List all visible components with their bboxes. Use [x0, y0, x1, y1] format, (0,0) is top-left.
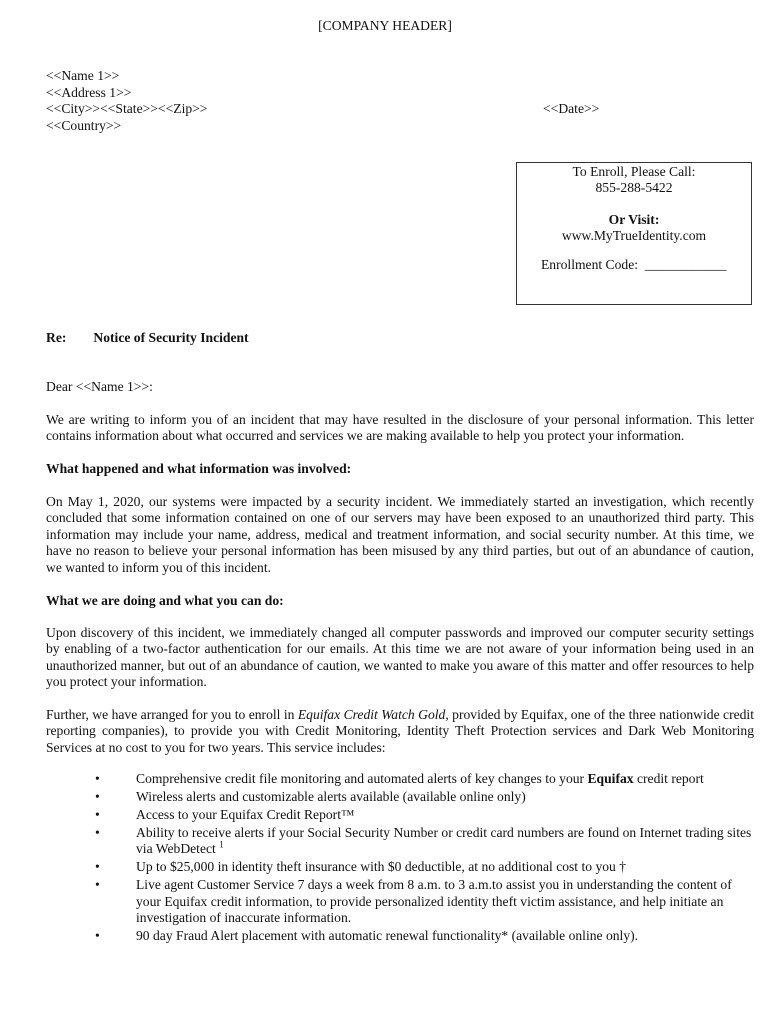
- recipient-name: <<Name 1>>: [46, 68, 120, 83]
- list-item: • Access to your Equifax Credit Report™: [95, 807, 355, 822]
- bullet-icon: •: [95, 807, 100, 822]
- recipient-address-block: [46, 68, 207, 134]
- enrollment-code-blank: ____________: [644, 256, 727, 272]
- re-subject: Notice of Security Incident: [93, 330, 249, 345]
- recipient-country: <<Country>>: [46, 117, 122, 133]
- bullet-icon: •: [95, 859, 100, 875]
- subject-line: [46, 330, 249, 346]
- section-heading-what-we-are-doing: What we are doing and what you can do:: [46, 593, 284, 608]
- response-paragraph: Upon discovery of this incident, we immediately changed all computer passwords and improved our computer security settings by enabling of a two-factor authentication for our emails. At this time we are not aware of your information being used in an unauthorized manner, but out of an abundance of caution, we wanted to make you aware of this matter and offer resources to help you protect your information.: [46, 625, 754, 690]
- what-happened-paragraph: On May 1, 2020, our systems were impacted by a security incident. We immediately started an investigation, which recently concluded that some information contained on one of our servers may have been exposed to an unauthorized third party. This information may include your name, address, medical and treatment information, and social security number. At this time, we have no reason to believe your personal information has been misused by any third parties, but out of an abundance of caution, we wanted to inform you of this incident.: [46, 494, 754, 575]
- bullet-icon: •: [95, 789, 100, 804]
- enrollment-code-line: [517, 257, 751, 273]
- letter-date: <<Date>>: [543, 101, 600, 116]
- enrollment-paragraph: Further, we have arranged for you to enroll in Equifax Credit Watch Gold, provided by Equifax, one of the three nationwide credit reporting companies), to provide you with Credit Monitoring, Identity Theft Protection services and Dark Web Monitoring Services at no cost to you for two years. This service includes:: [46, 707, 754, 755]
- bullet-icon: •: [95, 877, 100, 893]
- list-item: • Wireless alerts and customizable alerts available (available online only): [95, 789, 526, 804]
- list-item: • Comprehensive credit file monitoring and automated alerts of key changes to your Equifax credit report: [95, 771, 704, 786]
- enroll-url: www.MyTrueIdentity.com: [561, 228, 707, 244]
- list-item: • Ability to receive alerts if your Social Security Number or credit card numbers are found on Internet trading sites via WebDetect $^1$: [95, 825, 752, 857]
- enroll-visit-label: Or Visit:: [608, 211, 660, 227]
- recipient-city-state-zip: <<City>><<State>><<Zip>>: [46, 101, 208, 116]
- intro-paragraph: We are writing to inform you of an incident that may have resulted in the disclosure of your personal information. This letter contains information about what occurred and services we are making available to help you protect your information.: [46, 412, 754, 444]
- bullet-icon: •: [95, 771, 100, 786]
- bullet-icon: •: [95, 825, 100, 840]
- product-name: Equifax Credit Watch Gold: [297, 707, 446, 722]
- section-heading-what-happened: What happened and what information was involved:: [46, 461, 352, 476]
- list-item: • Up to $25,000 in identity theft insurance with $0 deductible, at no additional cost to you †: [95, 859, 627, 875]
- enroll-phone: 855-288-5422: [595, 180, 673, 196]
- greeting: Dear <<Name 1>>:: [46, 379, 153, 394]
- enroll-call-label: To Enroll, Please Call:: [572, 164, 696, 179]
- enrollment-code-label: Enrollment Code:: [541, 256, 639, 272]
- recipient-address: <<Address 1>>: [46, 84, 132, 100]
- list-item: • 90 day Fraud Alert placement with automatic renewal functionality* (available online only).: [95, 928, 639, 944]
- enrollment-box: [516, 162, 752, 305]
- company-header: [COMPANY HEADER]: [318, 18, 452, 33]
- service-features-list: [95, 771, 753, 946]
- re-label: Re:: [46, 330, 67, 345]
- list-item: • Live agent Customer Service 7 days a week from 8 a.m. to 3 a.m.to assist you in understanding the content of your Equifax credit information, to provide personalized identity theft victim assistance, and help initiate an investigation of inaccurate information.: [95, 877, 732, 926]
- bullet-icon: •: [95, 928, 100, 944]
